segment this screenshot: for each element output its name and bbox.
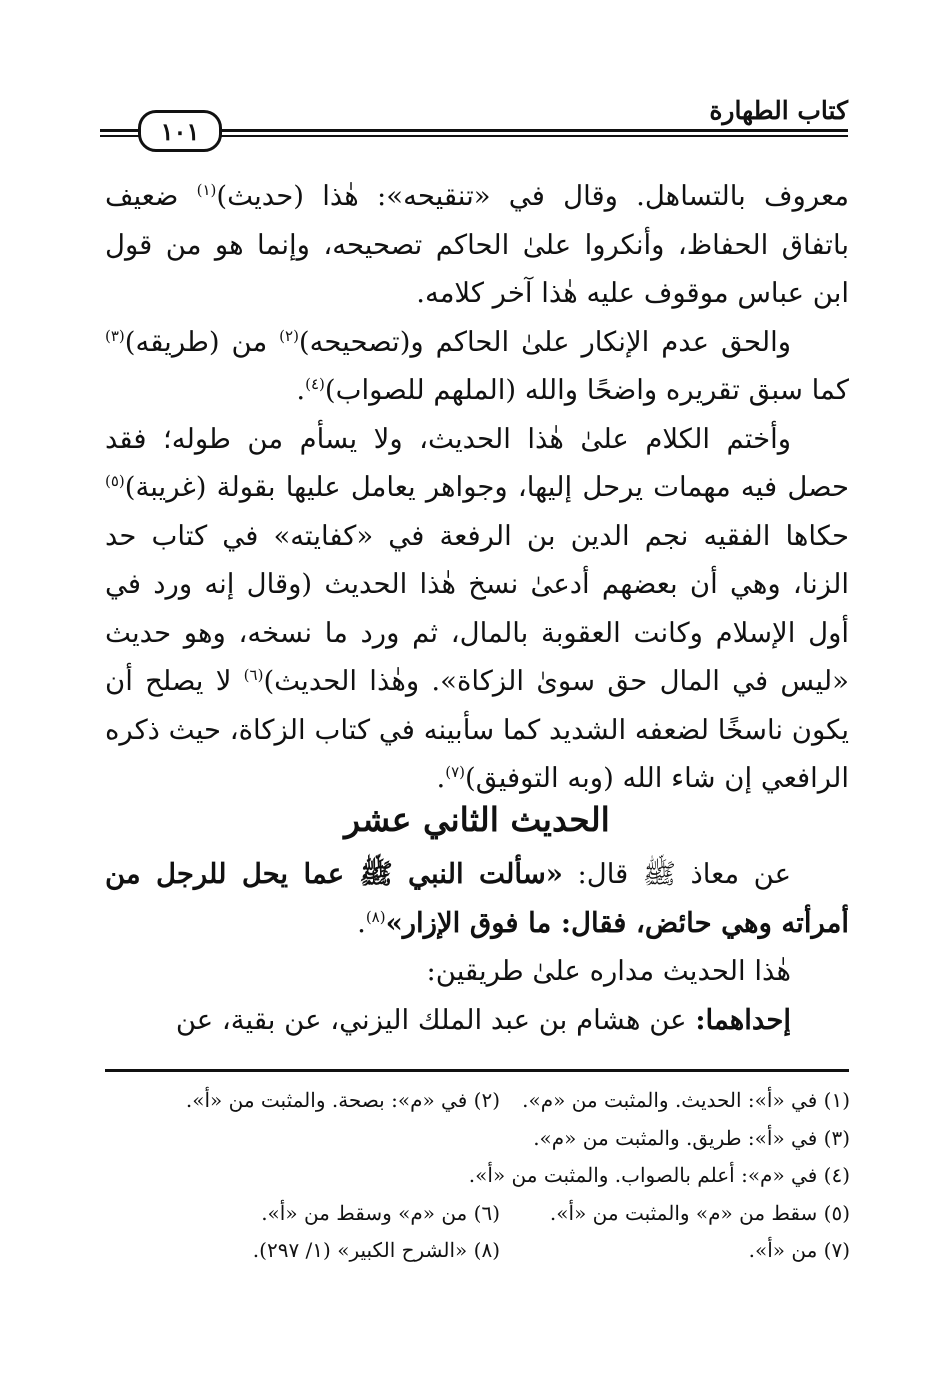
footnote-ref-7: (٧) [445, 762, 466, 781]
footnote-1: (١) في «أ»: الحديث. والمثبت من «م». [522, 1088, 850, 1112]
footnote-4: (٤) في «م»: أعلم بالصواب. والمثبت من «أ». [468, 1163, 850, 1187]
section-heading: الحديث الثاني عشر [344, 800, 610, 839]
footnote-ref-6: (٦) [243, 665, 264, 684]
footnote-ref-3: (٣) [105, 326, 125, 345]
footnote-ref-8: (٨) [365, 907, 386, 926]
paragraph-1 [105, 172, 849, 318]
paragraph-3 [105, 415, 849, 803]
p2-text-d: . [296, 374, 306, 406]
p1-text-b: ضعيف باتفاق الحفاظ، وأنكروا علىٰ الحاكم تصحيحه، وإنما هو من قول ابن عباس موقوف عليه هٰذا آخر كلامه. [105, 180, 849, 309]
footnote-row [150, 1232, 850, 1270]
first-route-text: عن هشام بن عبد الملك اليزني، عن بقية، عن [175, 1003, 696, 1036]
page-number-text: ١٠١ [160, 116, 200, 146]
footnote-row [150, 1082, 850, 1120]
section-text [105, 850, 849, 1044]
footnote-8: (٨) «الشرح الكبير» (١/ ٢٩٧). [252, 1238, 500, 1262]
footnote-row [150, 1195, 850, 1233]
p2-text-a: والحق عدم الإنكار علىٰ الحاكم و(تصحيحه) [298, 325, 791, 358]
footnote-row [150, 1120, 850, 1158]
footnote-7: (٧) من «أ». [748, 1238, 850, 1262]
footnote-ref-5: (٥) [105, 471, 125, 490]
footnotes-divider [105, 1069, 849, 1072]
footnote-ref-2: (٢) [279, 326, 299, 345]
footnote-2: (٢) في «م»: بصحة. والمثبت من «أ». [185, 1088, 500, 1112]
p1-text-a: معروف بالتساهل. وقال في «تنقيحه»: هٰذا (حديث) [216, 180, 849, 212]
hadith-quote: «سألت النبي ﷺ عما يحل للرجل من أمرأته وهي حائض، فقال: ما فوق الإزار» [105, 858, 849, 939]
footnote-ref-1: (١) [196, 180, 217, 199]
paragraph-2 [105, 318, 849, 415]
footnote-3: (٣) في «أ»: طريق. والمثبت من «م». [533, 1125, 850, 1150]
page-header [100, 96, 848, 148]
chapter-title: كتاب الطهارة [709, 96, 848, 125]
footnote-5: (٥) سقط من «م» والمثبت من «أ». [549, 1200, 850, 1225]
footnote-row [150, 1157, 850, 1195]
p3-text-c: لا يصلح أن يكون ناسخًا لضعفه الشديد كما سأبينه في كتاب الزكاة، حيث ذكره الرافعي إن شاء الله (وبه التوفيق) [105, 665, 849, 794]
footnotes [150, 1082, 850, 1270]
footnote-6: (٦) من «م» وسقط من «أ». [261, 1200, 500, 1225]
first-route-line [105, 996, 849, 1045]
main-text [105, 172, 849, 803]
p3-text-d: . [436, 762, 446, 794]
hadith-intro: عن معاذ ﷺ قال: [562, 858, 791, 890]
first-route-label: إحداهما: [695, 1003, 791, 1036]
page-number [138, 110, 222, 152]
p2-text-b: من (طريقه) [124, 325, 280, 358]
p2-text-c: كما سبق تقريره واضحًا والله (الملهم للصواب) [324, 374, 849, 406]
p3-text-a: وأختم الكلام علىٰ هٰذا الحديث، ولا يسأم من طوله؛ فقد حصل فيه مهمات يرحل إليها، وجواهر يعامل عليها بقولة (غريبة) [105, 422, 849, 503]
hadith-end: . [357, 906, 366, 939]
hadith-paragraph [105, 850, 849, 947]
p3-text-b: حكاها الفقيه نجم الدين بن الرفعة في «كفايته» في كتاب حد الزنا، وهي أن بعضهم أدعىٰ نسخ هٰذا الحديث (وقال إنه ورد في أول الإسلام وكانت العقوبة بالمال، ثم ورد ما نسخه، وهو حديث «ليس في المال حق سوىٰ الزكاة». وهٰذا الحديث) [105, 519, 849, 697]
footnote-ref-4: (٤) [305, 374, 325, 393]
routes-line: هٰذا الحديث مداره علىٰ طريقين: [426, 955, 791, 987]
